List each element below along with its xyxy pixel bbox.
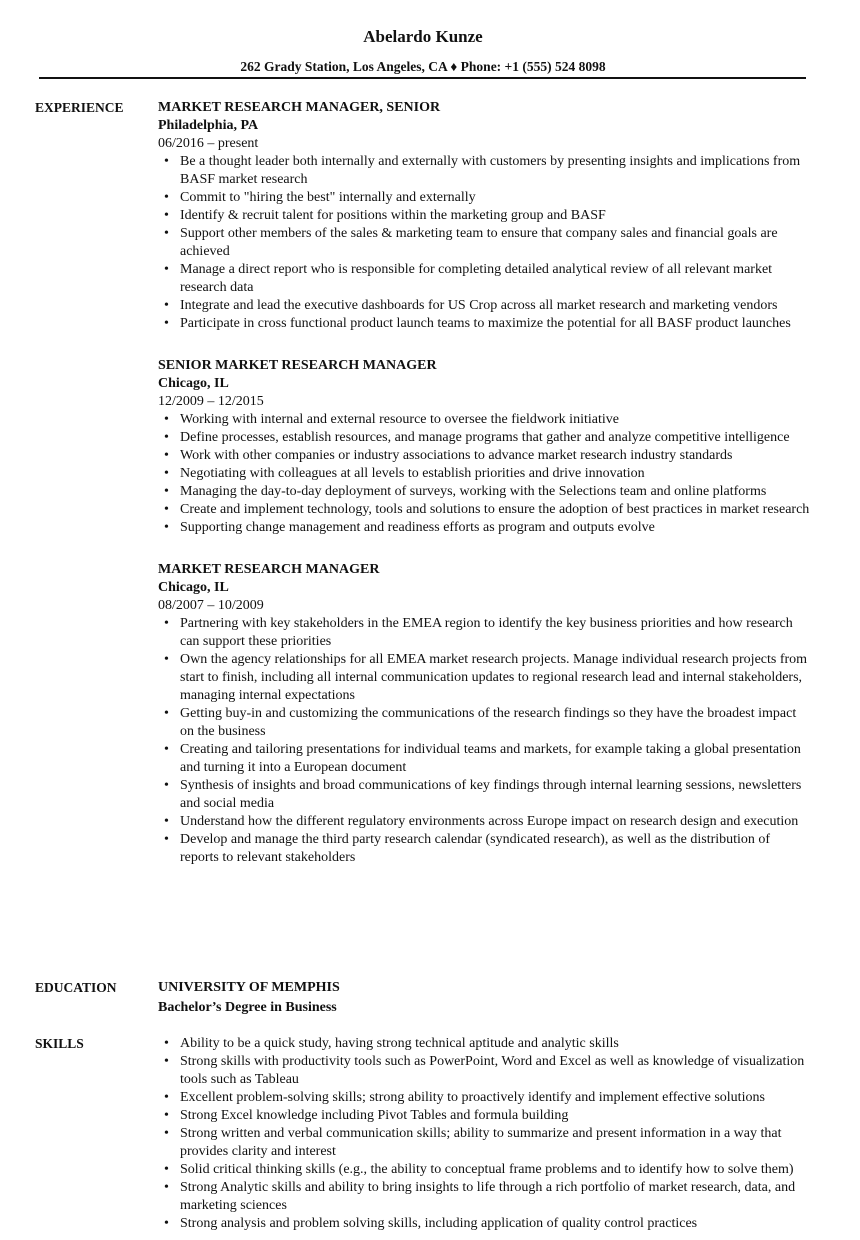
- job-bullet-list: [158, 411, 810, 537]
- job-entry: [158, 561, 810, 867]
- job-bullet: • Understand how the different regulatory environments across Europe impact on research design and execution: [158, 813, 810, 831]
- skills-heading: SKILLS: [35, 1036, 84, 1051]
- job-dates: 06/2016 – present: [158, 136, 259, 151]
- job-bullet-list: [158, 153, 810, 333]
- experience-heading: EXPERIENCE: [35, 100, 124, 115]
- header-divider: [39, 77, 806, 79]
- job-title: MARKET RESEARCH MANAGER, SENIOR: [158, 100, 441, 115]
- education-body: [158, 979, 810, 1017]
- experience-list: [158, 99, 810, 891]
- job-bullet: • Partnering with key stakeholders in the EMEA region to identify the key business priorities and how research can support these priorities: [158, 615, 810, 651]
- job-bullet: • Be a thought leader both internally and externally with customers by presenting insights and implications from BASF market research: [158, 153, 810, 189]
- job-location: Philadelphia, PA: [158, 118, 259, 133]
- job-bullet: • Synthesis of insights and broad communications of key findings through internal learning sessions, newsletters and social media: [158, 777, 810, 813]
- job-entry: [158, 357, 810, 537]
- job-title: SENIOR MARKET RESEARCH MANAGER: [158, 358, 437, 373]
- job-bullet: • Support other members of the sales & marketing team to ensure that company sales and financial goals are achieved: [158, 225, 810, 261]
- job-dates: 12/2009 – 12/2015: [158, 394, 264, 409]
- job-bullet: • Create and implement technology, tools and solutions to ensure the adoption of best practices in market research: [158, 501, 810, 519]
- skill-item: • Solid critical thinking skills (e.g., the ability to conceptual frame problems and to identify how to solve them): [158, 1161, 810, 1179]
- job-bullet: • Identify & recruit talent for positions within the marketing group and BASF: [158, 207, 810, 225]
- job-bullet: • Integrate and lead the executive dashboards for US Crop across all market research and marketing vendors: [158, 297, 810, 315]
- skill-item: • Strong analysis and problem solving skills, including application of quality control practices: [158, 1215, 810, 1233]
- job-bullet: • Commit to "hiring the best" internally and externally: [158, 189, 810, 207]
- skill-item: • Strong Analytic skills and ability to bring insights to life through a rich portfolio of market research, data, and marketing sciences: [158, 1179, 810, 1215]
- job-bullet: • Work with other companies or industry associations to advance market research industry standards: [158, 447, 810, 465]
- skill-item: • Strong skills with productivity tools such as PowerPoint, Word and Excel as well as knowledge of visualization tools such as Tableau: [158, 1053, 810, 1089]
- skill-item: • Strong written and verbal communication skills; ability to summarize and present information in a way that provides clarity and interest: [158, 1125, 810, 1161]
- job-bullet: • Own the agency relationships for all EMEA market research projects. Manage individual research projects from start to finish, including all internal communication updates to regional research lead and internal stakeholders, managing internal expectations: [158, 651, 810, 705]
- job-bullet: • Managing the day-to-day deployment of surveys, working with the Selections team and online platforms: [158, 483, 810, 501]
- job-bullet: • Getting buy-in and customizing the communications of the research findings so they have the broadest impact on the business: [158, 705, 810, 741]
- job-bullet: • Supporting change management and readiness efforts as program and outputs evolve: [158, 519, 810, 537]
- education-degree: Bachelor’s Degree in Business: [158, 1000, 337, 1015]
- skill-item: • Strong Excel knowledge including Pivot Tables and formula building: [158, 1107, 810, 1125]
- skills-body: [158, 1035, 810, 1233]
- candidate-name: Abelardo Kunze: [363, 27, 483, 46]
- job-bullet: • Working with internal and external resource to oversee the fieldwork initiative: [158, 411, 810, 429]
- job-entry: [158, 99, 810, 333]
- job-dates: 08/2007 – 10/2009: [158, 598, 264, 613]
- job-title: MARKET RESEARCH MANAGER: [158, 562, 380, 577]
- education-heading: EDUCATION: [35, 980, 117, 995]
- skill-item: • Excellent problem-solving skills; strong ability to proactively identify and implement effective solutions: [158, 1089, 810, 1107]
- job-bullet: • Participate in cross functional product launch teams to maximize the potential for all BASF product launches: [158, 315, 810, 333]
- job-location: Chicago, IL: [158, 376, 229, 391]
- job-location: Chicago, IL: [158, 580, 229, 595]
- job-bullet-list: [158, 615, 810, 867]
- job-bullet: • Develop and manage the third party research calendar (syndicated research), as well as the distribution of reports to relevant stakeholders: [158, 831, 810, 867]
- job-bullet: • Creating and tailoring presentations for individual teams and markets, for example taking a global presentation and turning it into a European document: [158, 741, 810, 777]
- education-school: UNIVERSITY OF MEMPHIS: [158, 980, 340, 995]
- job-bullet: • Negotiating with colleagues at all levels to establish priorities and drive innovation: [158, 465, 810, 483]
- job-bullet: • Manage a direct report who is responsible for completing detailed analytical review of all relevant market research data: [158, 261, 810, 297]
- contact-line: 262 Grady Station, Los Angeles, CA ♦ Phone: +1 (555) 524 8098: [240, 59, 606, 74]
- job-bullet: • Define processes, establish resources, and manage programs that gather and analyze competitive intelligence: [158, 429, 810, 447]
- skill-item: • Ability to be a quick study, having strong technical aptitude and analytic skills: [158, 1035, 810, 1053]
- skills-list: [158, 1035, 810, 1233]
